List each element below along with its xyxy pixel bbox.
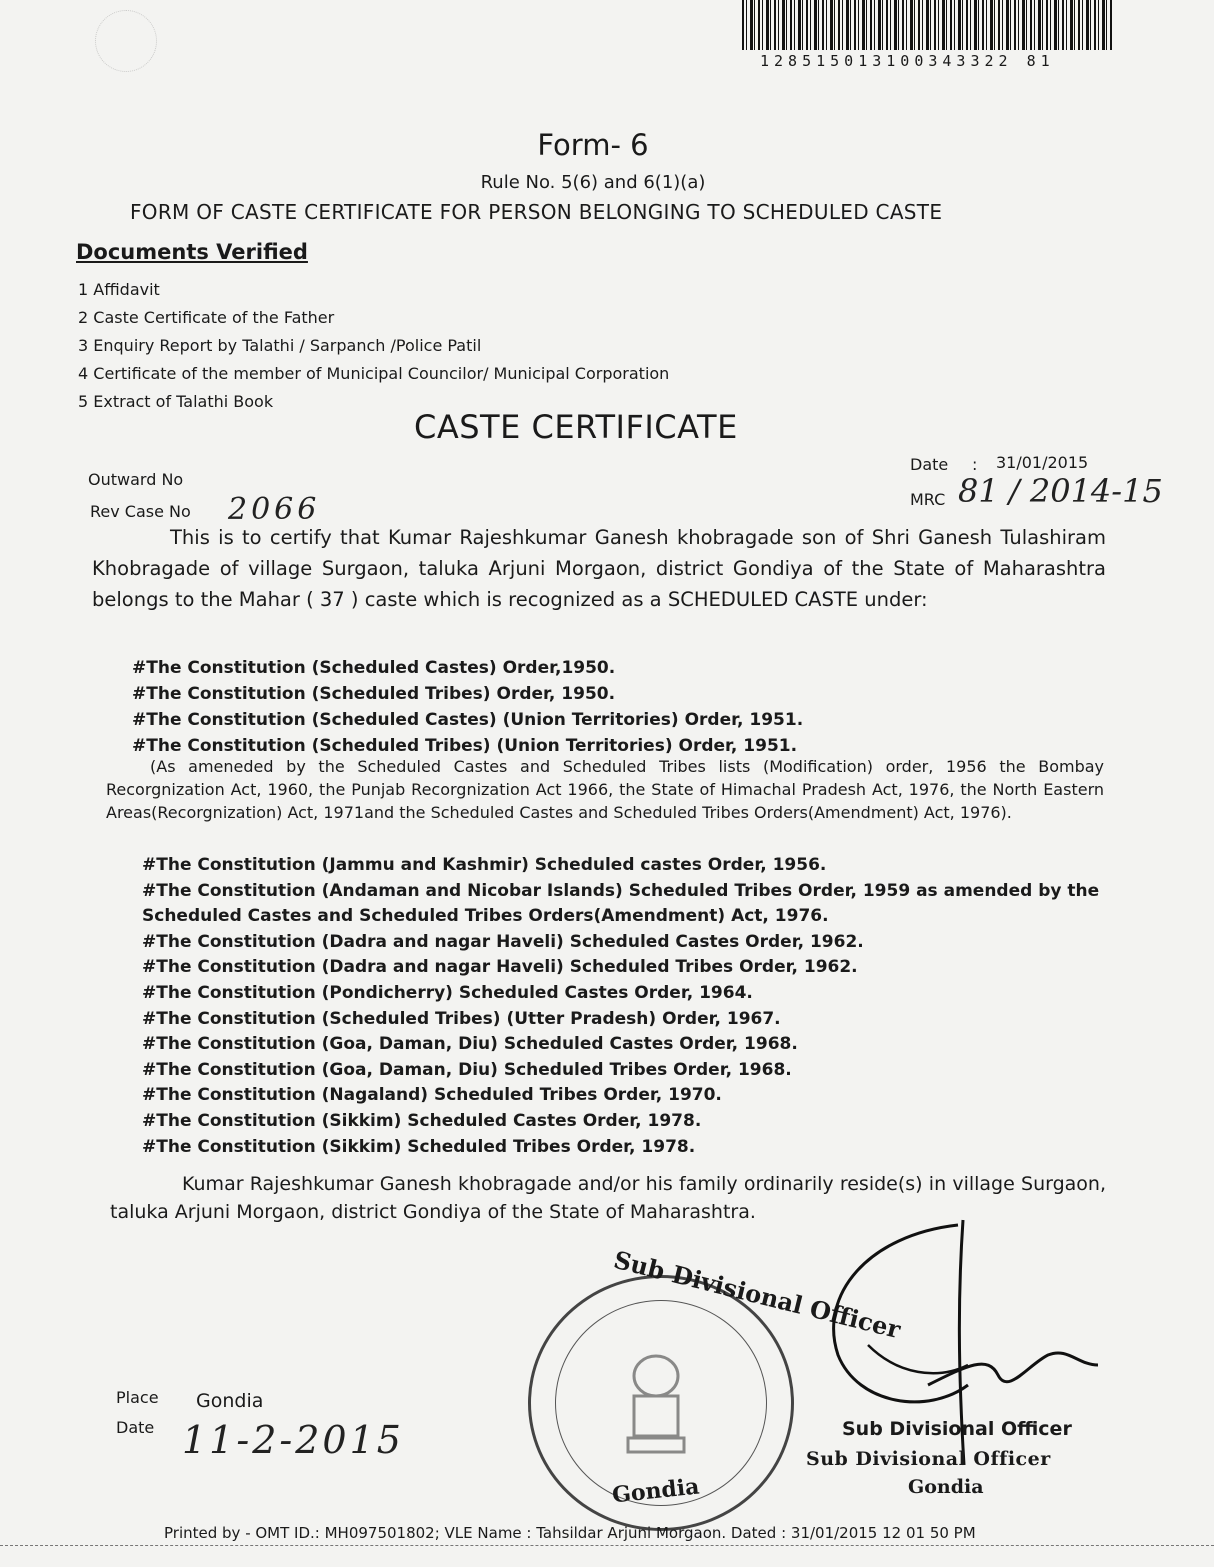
- order-item: #The Constitution (Sikkim) Scheduled Castes Order, 1978.: [142, 1110, 702, 1131]
- rev-case-no-label: Rev Case No: [90, 502, 191, 521]
- document-item: 2 Caste Certificate of the Father: [78, 308, 335, 327]
- seal-bottom-text: Gondia: [610, 1473, 701, 1509]
- order-item: #The Constitution (Goa, Daman, Diu) Scheduled Castes Order, 1968.: [142, 1034, 798, 1055]
- order-item: #The Constitution (Scheduled Tribes) (Union Territories) Order, 1951.: [132, 736, 798, 756]
- form-title: Form- 6: [537, 128, 649, 162]
- footer-divider: [0, 1545, 1214, 1546]
- order-item: #The Constitution (Scheduled Tribes) (Utter Pradesh) Order, 1967.: [142, 1008, 781, 1029]
- mrc-value: 81 / 2014-15: [958, 472, 1163, 510]
- order-item: #The Constitution (Pondicherry) Scheduled Castes Order, 1964.: [142, 982, 753, 1003]
- order-item: #The Constitution (Andaman and Nicobar Islands) Scheduled Tribes Order, 1959 as amended by the Scheduled Castes and Scheduled Tribes Orders(Amendment) Act, 1976.: [142, 880, 1100, 927]
- order-item: #The Constitution (Nagaland) Scheduled Tribes Order, 1970.: [142, 1085, 722, 1106]
- printed-by-footer: Printed by - OMT ID.: MH097501802; VLE Name : Tahsildar Arjuni Morgaon. Dated : 31/01/2015 12 01 50 PM: [164, 1524, 976, 1542]
- order-item: #The Constitution (Scheduled Tribes) Order, 1950.: [132, 684, 616, 704]
- documents-verified-list: [78, 276, 669, 416]
- place-label: Place: [116, 1388, 159, 1407]
- secondary-orders-list: [142, 853, 1112, 1160]
- order-item: #The Constitution (Scheduled Castes) Order,1950.: [132, 658, 616, 678]
- ashoka-emblem-icon: [606, 1346, 706, 1466]
- order-item: #The Constitution (Sikkim) Scheduled Tribes Order, 1978.: [142, 1136, 696, 1157]
- signatory-title: Sub Divisional Officer: [842, 1418, 1072, 1440]
- outward-no-label: Outward No: [88, 470, 184, 489]
- amendment-text: (As ameneded by the Scheduled Castes and Scheduled Tribes lists (Modification) order, 1956 the Bombay Recorgnization Act, 1960, the Punjab Recorgnization Act 1966, the State of Himachal Pradesh Act, 1976, the North Eastern Areas(Recorgnization) Act, 1971and the Scheduled Castes and Scheduled Tribes Orders(Amendment) Act, 1976).: [106, 757, 1104, 822]
- order-item: #The Constitution (Dadra and nagar Haveli) Scheduled Castes Order, 1962.: [142, 931, 864, 952]
- barcode: [742, 0, 1112, 50]
- document-item: 4 Certificate of the member of Municipal Councilor/ Municipal Corporation: [78, 364, 670, 383]
- amendment-paragraph: [106, 755, 1104, 824]
- document-item: 3 Enquiry Report by Talathi / Sarpanch /Police Patil: [78, 336, 482, 355]
- signatory-place: Gondia: [908, 1476, 984, 1498]
- place-value: Gondia: [196, 1390, 264, 1412]
- date-label: Date: [910, 455, 949, 474]
- residence-text: Kumar Rajeshkumar Ganesh khobragade and/or his family ordinarily reside(s) in village Surgaon, taluka Arjuni Morgaon, district Gondiya of the State of Maharashtra.: [110, 1173, 1106, 1223]
- order-item: #The Constitution (Jammu and Kashmir) Scheduled castes Order, 1956.: [142, 855, 827, 875]
- seal-top-text: Sub Divisional Officer: [610, 1244, 904, 1345]
- signatory-stamp-title: Sub Divisional Officer: [806, 1448, 1051, 1470]
- rev-case-no-value: 2066: [228, 492, 321, 527]
- barcode-number: 128515013100343322 81: [760, 52, 1055, 70]
- date-label-bottom: Date: [116, 1418, 155, 1437]
- document-item: 1 Affidavit: [78, 280, 160, 299]
- order-item: #The Constitution (Scheduled Castes) (Union Territories) Order, 1951.: [132, 710, 804, 730]
- rule-number: Rule No. 5(6) and 6(1)(a): [480, 172, 706, 193]
- documents-verified-title: Documents Verified: [76, 240, 308, 264]
- certificate-body: [92, 522, 1106, 615]
- primary-orders-list: [132, 655, 803, 759]
- order-item: #The Constitution (Dadra and nagar Haveli) Scheduled Tribes Order, 1962.: [142, 957, 858, 978]
- order-item: #The Constitution (Goa, Daman, Diu) Scheduled Tribes Order, 1968.: [142, 1059, 792, 1080]
- state-emblem-icon: [95, 10, 157, 72]
- form-heading: FORM OF CASTE CERTIFICATE FOR PERSON BELONGING TO SCHEDULED CASTE: [130, 200, 943, 224]
- document-item: 5 Extract of Talathi Book: [78, 392, 274, 411]
- certificate-title: CASTE CERTIFICATE: [414, 408, 738, 446]
- date-handwritten: 11-2-2015: [182, 1418, 404, 1462]
- certificate-body-text: This is to certify that Kumar Rajeshkumar Ganesh khobragade son of Shri Ganesh Tulashiram Khobragade of village Surgaon, taluka Arjuni Morgaon, district Gondiya of the State of Maharashtra belongs to the Mahar ( 37 ) caste which is recognized as a SCHEDULED CASTE under:: [92, 526, 1106, 611]
- mrc-label: MRC: [910, 490, 946, 509]
- date-value: 31/01/2015: [996, 453, 1089, 472]
- date-separator: :: [972, 455, 978, 474]
